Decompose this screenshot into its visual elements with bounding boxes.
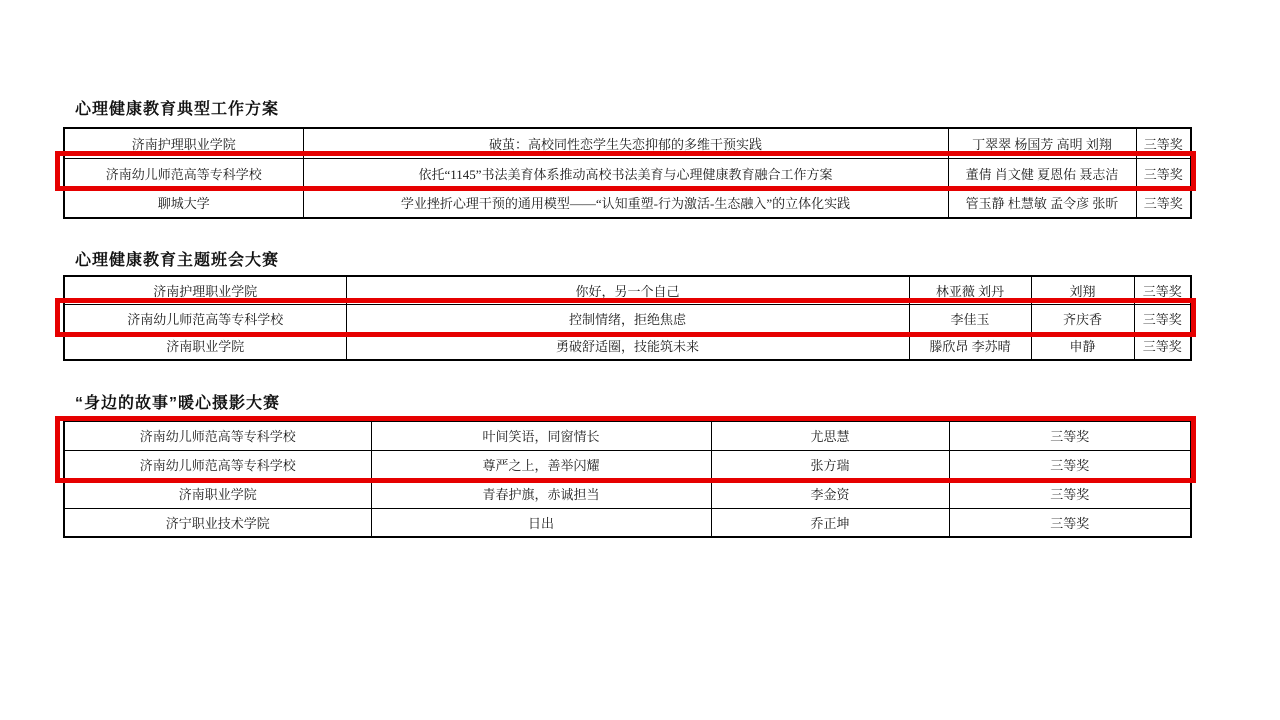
work-title-cell: 青春护旗，赤诚担当	[371, 479, 711, 508]
members-cell: 滕欣昂 李苏晴	[909, 332, 1031, 360]
work-title-cell: 依托“1145”书法美育体系推动高校书法美育与心理健康教育融合工作方案	[303, 158, 948, 188]
school-cell: 济南幼儿师范高等专科学校	[64, 304, 346, 332]
section-title-class-meeting: 心理健康教育主题班会大赛	[75, 252, 280, 269]
school-cell: 济南幼儿师范高等专科学校	[64, 421, 371, 450]
school-cell: 济南幼儿师范高等专科学校	[64, 158, 303, 188]
members-cell: 丁翠翠 杨国芳 高明 刘翔	[948, 128, 1136, 158]
work-title-cell: 你好，另一个自己	[346, 276, 909, 304]
members-cell: 管玉静 杜慧敏 孟令彦 张昕	[948, 188, 1136, 218]
award-cell: 三等奖	[1136, 188, 1191, 218]
section-title-photography: “身边的故事”暖心摄影大赛	[75, 395, 281, 412]
awards-table-photography	[63, 420, 1192, 538]
award-cell: 三等奖	[1136, 158, 1191, 188]
table-row-highlighted	[64, 158, 1191, 188]
award-cell: 三等奖	[949, 450, 1191, 479]
awards-table-work-plan	[63, 127, 1192, 219]
members-cell: 张方瑞	[711, 450, 949, 479]
table-row	[64, 332, 1191, 360]
school-cell: 济南护理职业学院	[64, 128, 303, 158]
table-row-highlighted	[64, 304, 1191, 332]
award-cell: 三等奖	[949, 479, 1191, 508]
table-row-highlighted	[64, 421, 1191, 450]
members-cell: 尤思慧	[711, 421, 949, 450]
school-cell: 济南护理职业学院	[64, 276, 346, 304]
work-title-cell: 学业挫折心理干预的通用模型——“认知重塑-行为激活-生态融入”的立体化实践	[303, 188, 948, 218]
table-row	[64, 508, 1191, 537]
work-title-cell: 叶间笑语，同窗情长	[371, 421, 711, 450]
school-cell: 济南幼儿师范高等专科学校	[64, 450, 371, 479]
members-cell: 董倩 肖文健 夏恩佑 聂志洁	[948, 158, 1136, 188]
award-cell: 三等奖	[1136, 128, 1191, 158]
school-cell: 聊城大学	[64, 188, 303, 218]
award-cell: 三等奖	[949, 508, 1191, 537]
award-cell: 三等奖	[1134, 304, 1191, 332]
work-title-cell: 尊严之上，善举闪耀	[371, 450, 711, 479]
table-row	[64, 128, 1191, 158]
award-cell: 三等奖	[1134, 332, 1191, 360]
members-cell: 林亚薇 刘丹	[909, 276, 1031, 304]
school-cell: 济南职业学院	[64, 332, 346, 360]
work-title-cell: 勇破舒适圈，技能筑未来	[346, 332, 909, 360]
members-cell: 乔正坤	[711, 508, 949, 537]
table-row-highlighted	[64, 450, 1191, 479]
advisor-cell: 刘翔	[1031, 276, 1134, 304]
work-title-cell: 破茧：高校同性恋学生失恋抑郁的多维干预实践	[303, 128, 948, 158]
school-cell: 济南职业学院	[64, 479, 371, 508]
advisor-cell: 申静	[1031, 332, 1134, 360]
advisor-cell: 齐庆香	[1031, 304, 1134, 332]
table-row	[64, 479, 1191, 508]
school-cell: 济宁职业技术学院	[64, 508, 371, 537]
work-title-cell: 日出	[371, 508, 711, 537]
work-title-cell: 控制情绪，拒绝焦虑	[346, 304, 909, 332]
award-cell: 三等奖	[949, 421, 1191, 450]
members-cell: 李金资	[711, 479, 949, 508]
section-title-work-plan: 心理健康教育典型工作方案	[75, 101, 280, 118]
table-row	[64, 276, 1191, 304]
table-row	[64, 188, 1191, 218]
members-cell: 李佳玉	[909, 304, 1031, 332]
awards-table-class-meeting	[63, 275, 1192, 361]
award-cell: 三等奖	[1134, 276, 1191, 304]
